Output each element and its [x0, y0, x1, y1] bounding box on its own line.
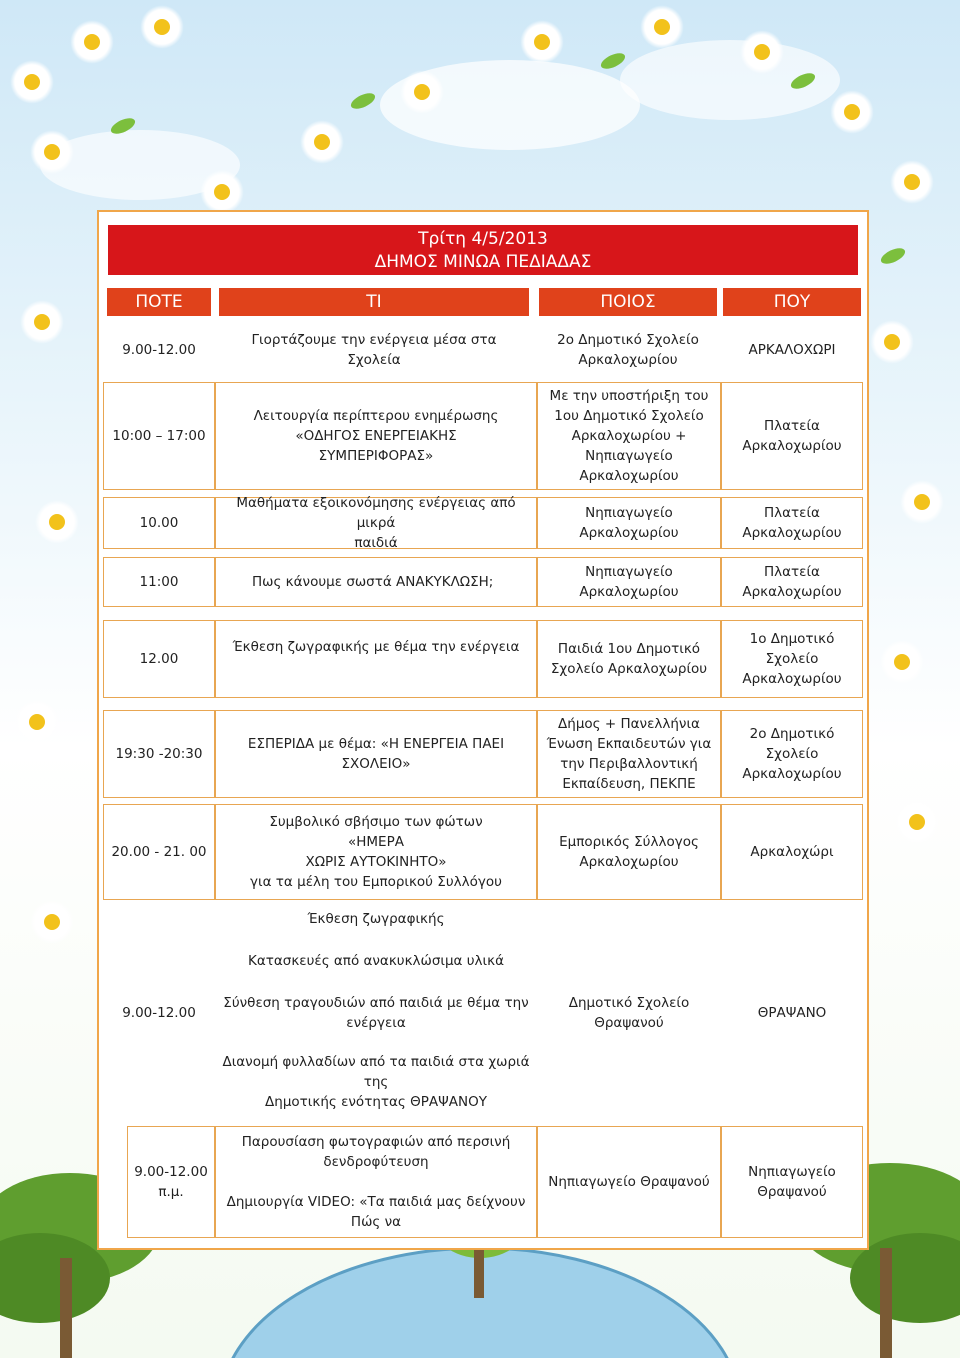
daisy-icon: [35, 500, 79, 544]
row-who: Δήμος + Πανελλήνια Ένωση Εκπαιδευτών για την Περιβαλλοντική Εκπαίδευση, ΠΕΚΠΕ: [537, 710, 721, 798]
row-what: Μαθήματα εξοικονόμησης ενέργειας από μικρά παιδιά: [215, 497, 537, 549]
program-frame: [97, 210, 869, 1250]
block3-where: Νηπιαγωγείο Θραψανού: [721, 1126, 863, 1238]
row-who: Με την υποστήριξη του 1ου Δημοτικό Σχολείο Αρκαλοχωρίου + Νηπιαγωγείο Αρκαλοχωρίου: [537, 382, 721, 490]
daisy-icon: [200, 170, 244, 214]
block2-what-top1: Έκθεση ζωγραφικής: [307, 911, 445, 927]
row-when: 9.00-12.00: [122, 342, 196, 358]
row-where: ΑΡΚΑΛΟΧΩΡΙ: [748, 342, 836, 358]
block2-what: Σύνθεση τραγουδιών από παιδιά με θέμα την ενέργεια: [223, 995, 529, 1031]
row-what: Πως κάνουμε σωστά ΑΝΑΚΥΚΛΩΣΗ;: [215, 557, 537, 607]
row-when: 10.00: [103, 497, 215, 549]
row-what: Λειτουργία περίπτερου ενημέρωσης «ΟΔΗΓΟΣ ΕΝΕΡΓΕΙΑΚΗΣ ΣΥΜΠΕΡΙΦΟΡΑΣ»: [215, 382, 537, 490]
row-where: 2ο Δημοτικό Σχολείο Αρκαλοχωρίου: [721, 710, 863, 798]
daisy-icon: [900, 480, 944, 524]
block2-what-bottom: Διανομή φυλλαδίων από τα παιδιά στα χωριά της Δημοτικής ενότητας ΘΡΑΨΑΝΟΥ: [222, 1054, 530, 1110]
block2-what-top2: Κατασκευές από ανακυκλώσιμα υλικά: [248, 953, 504, 969]
row-where: Πλατεία Αρκαλοχωρίου: [721, 557, 863, 607]
col-who: ΠΟΙΟΣ: [539, 288, 717, 316]
row-where: Πλατεία Αρκαλοχωρίου: [721, 382, 863, 490]
col-where: ΠΟΥ: [723, 288, 861, 316]
daisy-icon: [520, 20, 564, 64]
row-when: 11:00: [103, 557, 215, 607]
row-where: 1ο Δημοτικό Σχολείο Αρκαλοχωρίου: [721, 620, 863, 698]
row-when: 10:00 – 17:00: [103, 382, 215, 490]
row-what: Γιορτάζουμε την ενέργεια μέσα στα Σχολεία: [251, 332, 497, 368]
daisy-icon: [870, 320, 914, 364]
block3-when: 9.00-12.00 π.μ.: [127, 1126, 215, 1238]
row-when: 19:30 -20:30: [103, 710, 215, 798]
col-when: ΠΟΤΕ: [107, 288, 211, 316]
row-what: ΕΣΠΕΡΙΔΑ με θέμα: «Η ΕΝΕΡΓΕΙΑ ΠΑΕΙ ΣΧΟΛΕΙΟ»: [215, 710, 537, 798]
daisy-icon: [895, 800, 939, 844]
daisy-icon: [640, 5, 684, 49]
daisy-icon: [400, 70, 444, 114]
daisy-icon: [15, 700, 59, 744]
block3-what: Παρουσίαση φωτογραφιών από περσινή δενδροφύτευση Δημιουργία VIDEO: «Τα παιδιά μας δείχνουν Πώς να: [215, 1126, 537, 1238]
daisy-icon: [740, 30, 784, 74]
municipality-name: ΔΗΜΟΣ ΜΙΝΩΑ ΠΕΔΙΑΔΑΣ: [374, 252, 592, 272]
daisy-icon: [830, 90, 874, 134]
row-who: 2ο Δημοτικό Σχολείο Αρκαλοχωρίου: [557, 332, 699, 368]
col-what: ΤΙ: [219, 288, 529, 316]
title-banner: [108, 225, 858, 275]
daisy-icon: [10, 60, 54, 104]
row-what: Συμβολικό σβήσιμο των φώτων «ΗΜΕΡΑ ΧΩΡΙΣ ΑΥΤΟΚΙΝΗΤΟ» για τα μέλη του Εμπορικού Συλλόγου: [215, 804, 537, 900]
block3-who: Νηπιαγωγείο Θραψανού: [537, 1126, 721, 1238]
row-what: Έκθεση ζωγραφικής με θέμα την ενέργεια: [215, 620, 537, 698]
daisy-icon: [140, 5, 184, 49]
leaf-icon: [879, 245, 908, 267]
daisy-icon: [70, 20, 114, 64]
daisy-icon: [20, 300, 64, 344]
row-where: Αρκαλοχώρι: [721, 804, 863, 900]
daisy-icon: [880, 640, 924, 684]
row-who: Νηπιαγωγείο Αρκαλοχωρίου: [537, 497, 721, 549]
row-where: Πλατεία Αρκαλοχωρίου: [721, 497, 863, 549]
block2-when: 9.00-12.00: [122, 1005, 196, 1021]
column-headers: [99, 288, 867, 316]
daisy-icon: [300, 120, 344, 164]
block2-where: ΘΡΑΨΑΝΟ: [757, 1005, 827, 1021]
event-date: Τρίτη 4/5/2013: [418, 229, 548, 249]
row-when: 20.00 - 21. 00: [103, 804, 215, 900]
leaf-icon: [349, 90, 378, 112]
daisy-icon: [30, 900, 74, 944]
row-who: Νηπιαγωγείο Αρκαλοχωρίου: [537, 557, 721, 607]
row-who: Παιδιά 1ου Δημοτικό Σχολείο Αρκαλοχωρίου: [537, 620, 721, 698]
daisy-icon: [30, 130, 74, 174]
row-when: 12.00: [103, 620, 215, 698]
row-who: Εμπορικός Σύλλογος Αρκαλοχωρίου: [537, 804, 721, 900]
block2-who: Δημοτικό Σχολείο Θραψανού: [568, 995, 690, 1031]
daisy-icon: [890, 160, 934, 204]
